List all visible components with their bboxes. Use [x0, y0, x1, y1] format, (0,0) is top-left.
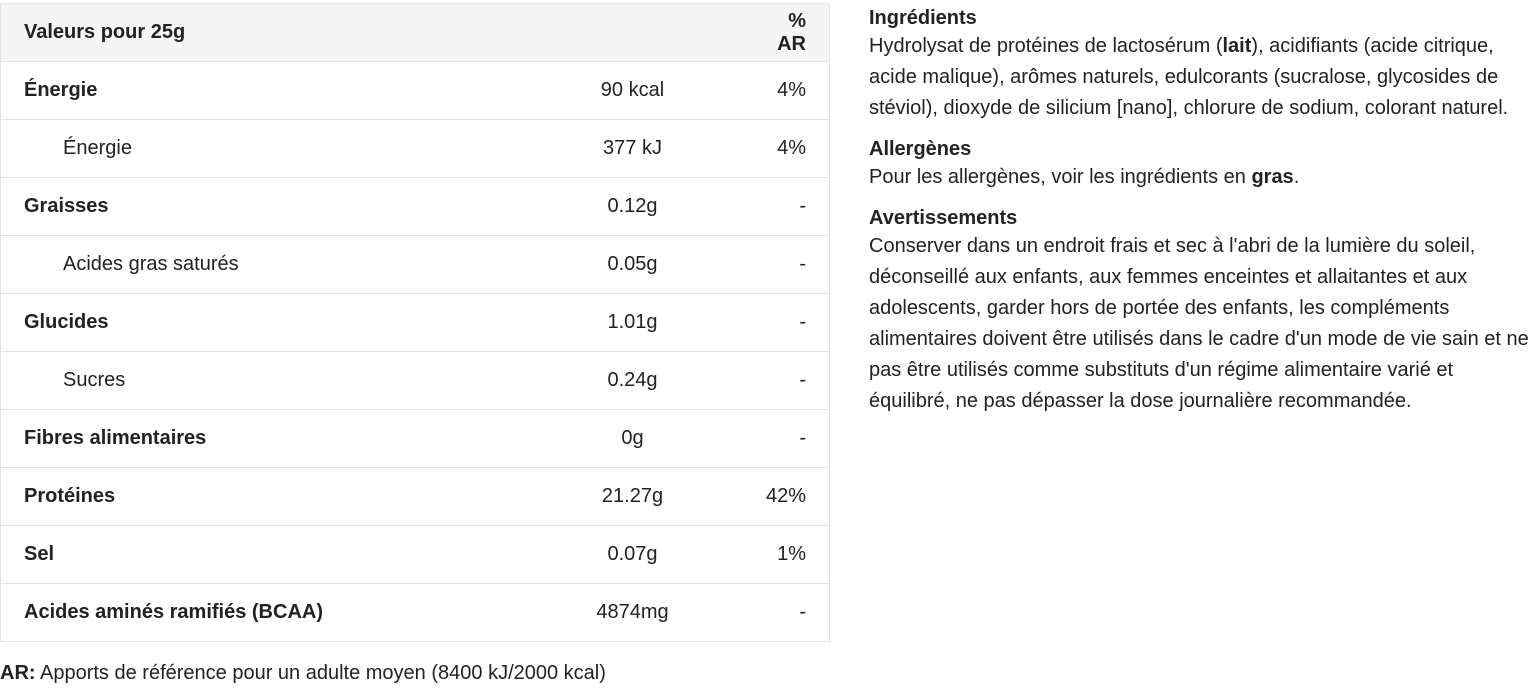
row-name: Énergie: [1, 62, 500, 120]
row-name: Acides aminés ramifiés (BCAA): [1, 584, 500, 642]
row-amount: 377 kJ: [499, 120, 766, 178]
row-amount: 0g: [499, 410, 766, 468]
product-info: [869, 5, 1529, 429]
table-row: [1, 410, 830, 468]
ingredients-text: [869, 31, 1529, 124]
row-pct: -: [766, 178, 830, 236]
row-name: Acides gras saturés: [1, 236, 500, 294]
row-pct: 4%: [766, 62, 830, 120]
row-amount: 0.05g: [499, 236, 766, 294]
table-row: [1, 236, 830, 294]
ingredients-text-before: Hydrolysat de protéines de lactosérum (: [869, 35, 1223, 57]
ingredients-title: Ingrédients: [869, 7, 977, 29]
row-amount: 0.24g: [499, 352, 766, 410]
table-row: [1, 294, 830, 352]
header-name: Valeurs pour 25g: [1, 4, 500, 62]
warnings-section: [869, 205, 1529, 417]
allergens-text: [869, 162, 1529, 193]
row-name: Fibres alimentaires: [1, 410, 500, 468]
row-name: Graisses: [1, 178, 500, 236]
table-body: [1, 62, 830, 642]
row-pct: -: [766, 584, 830, 642]
row-name: Sucres: [1, 352, 500, 410]
table-row: [1, 62, 830, 120]
row-amount: 0.12g: [499, 178, 766, 236]
table-row: [1, 526, 830, 584]
row-amount: 4874mg: [499, 584, 766, 642]
nutrition-table: [0, 3, 830, 642]
row-pct: 4%: [766, 120, 830, 178]
warnings-title: Avertissements: [869, 207, 1018, 229]
header-pct: % AR: [766, 4, 830, 62]
row-name: Sel: [1, 526, 500, 584]
ingredients-text-after: ), acidifiants (acide citrique, acide malique), arômes naturels, edulcorants (sucralose, glycosides de stéviol), dioxyde de silicium [nano], chlorure de sodium, colorant naturel.: [869, 35, 1509, 119]
table-row: [1, 584, 830, 642]
row-name: Énergie: [1, 120, 500, 178]
row-amount: 0.07g: [499, 526, 766, 584]
row-pct: 42%: [766, 468, 830, 526]
row-name: Protéines: [1, 468, 500, 526]
table-row: [1, 178, 830, 236]
warnings-text: Conserver dans un endroit frais et sec à l'abri de la lumière du soleil, déconseillé aux enfants, aux femmes enceintes et allaitantes et aux adolescents, garder hors de portée des enfants, les compléments alimentaires doivent être utilisés dans le cadre d'un mode de vie sain et ne pas être utilisés comme substituts d'un régime alimentaire varié et équilibré, ne pas dépasser la dose journalière recommandée.: [869, 235, 1529, 412]
ingredients-allergen-bold: lait: [1222, 35, 1252, 57]
table-header-row: [1, 4, 830, 62]
row-pct: -: [766, 294, 830, 352]
row-pct: -: [766, 236, 830, 294]
table-row: [1, 352, 830, 410]
row-pct: -: [766, 410, 830, 468]
row-amount: 21.27g: [499, 468, 766, 526]
allergens-title: Allergènes: [869, 138, 972, 160]
row-amount: 90 kcal: [499, 62, 766, 120]
row-pct: -: [766, 352, 830, 410]
allergens-text-after: .: [1293, 166, 1300, 188]
ar-footnote-text: Apports de référence pour un adulte moyen (8400 kJ/2000 kcal): [35, 662, 606, 684]
ar-footnote: [0, 660, 606, 686]
ingredients-section: [869, 5, 1529, 124]
header-amount: [499, 4, 766, 62]
allergens-bold: gras: [1251, 166, 1294, 188]
ar-footnote-label: AR:: [0, 662, 36, 684]
table-row: [1, 468, 830, 526]
row-name: Glucides: [1, 294, 500, 352]
row-amount: 1.01g: [499, 294, 766, 352]
allergens-text-before: Pour les allergènes, voir les ingrédients en: [869, 166, 1252, 188]
table-row: [1, 120, 830, 178]
allergens-section: [869, 136, 1529, 193]
row-pct: 1%: [766, 526, 830, 584]
